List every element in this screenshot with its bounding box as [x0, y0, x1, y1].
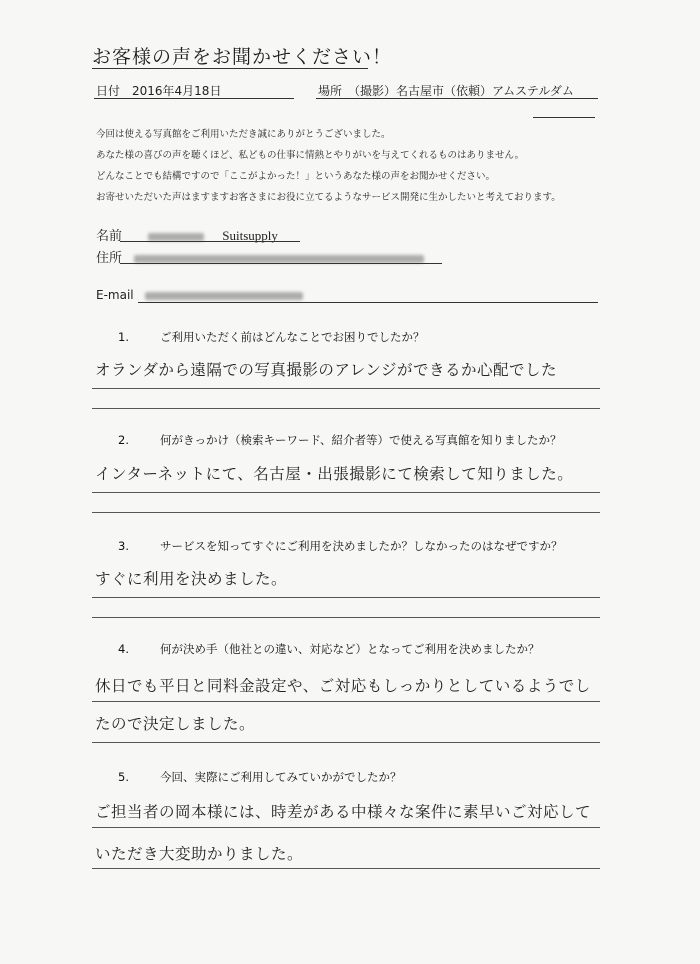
location-underline [316, 98, 598, 99]
question-5: 5. 今回、実際にご利用してみていかがでしたか？ [118, 770, 402, 784]
answer-rule [92, 408, 600, 409]
redacted-name [148, 233, 204, 241]
name-label: 名前 [96, 229, 123, 244]
date-field: 日付 2016年4月18日 [96, 84, 222, 98]
address-label: 住所 [96, 251, 123, 266]
intro-line: お寄せいただいた声はますますお客さまにお役に立てるようなサービス開発に生かしたいと考えております。 [96, 192, 561, 203]
question-2: 2. 何がきっかけ（検索キーワード、紹介者等）で使える写真館を知りましたか？ [118, 433, 562, 447]
redacted-email [145, 292, 303, 300]
answer-5-line-1: ご担当者の岡本様には、時差がある中様々な案件に素早いご対応して [95, 803, 592, 821]
name-underline [120, 241, 300, 242]
answer-rule [92, 827, 600, 828]
question-4: 4. 何が決め手（他社との違い、対応など）となってご利用を決めましたか？ [118, 642, 540, 656]
answer-rule [92, 868, 600, 869]
intro-text [96, 124, 561, 208]
answer-rule [92, 701, 600, 702]
blank-underline [533, 117, 595, 118]
address-underline [120, 263, 442, 264]
date-underline [94, 98, 294, 99]
page-title: お客様の声をお聞かせください！ [92, 46, 393, 68]
question-3: 3. サービスを知ってすぐにご利用を決めましたか？しなかったのはなぜですか？ [118, 539, 563, 553]
answer-rule [92, 617, 600, 618]
answer-5-line-2: いただき大変助かりました。 [95, 845, 304, 863]
title-underline [92, 68, 368, 69]
answer-3-line-1: すぐに利用を決めました。 [95, 570, 288, 588]
intro-line: あなた様の喜びの声を聴くほど、私どもの仕事に情熱とやりがいを与えてくれるものはありません。 [96, 150, 525, 161]
answer-rule [92, 512, 600, 513]
answer-4-line-2: たので決定しました。 [95, 715, 256, 733]
redacted-address [134, 255, 424, 263]
intro-line: どんなことでも結構ですので「ここがよかった！」というあなた様の声をお聞かせください。 [96, 171, 496, 182]
answer-rule [92, 742, 600, 743]
answer-1-line-1: オランダから遠隔での写真撮影のアレンジができるか心配でした [95, 361, 557, 379]
location-field: 場所 （撮影）名古屋市（依頼）アムステルダム [318, 84, 574, 98]
email-field [96, 288, 303, 302]
answer-rule [92, 388, 600, 389]
answer-4-line-1: 休日でも平日と同料金設定や、ご対応もしっかりとしているようでし [95, 677, 591, 695]
email-label: E-mail [96, 288, 134, 302]
answer-rule [92, 492, 600, 493]
email-underline [138, 302, 598, 303]
name-value: Suitsupply [222, 228, 278, 243]
intro-line: 今回は使える写真館をご利用いただき誠にありがとうございました。 [96, 129, 391, 140]
question-1: 1. ご利用いただく前はどんなことでお困りでしたか？ [118, 330, 425, 344]
answer-2-line-1: インターネットにて、名古屋・出張撮影にて検索して知りました。 [95, 465, 574, 483]
answer-rule [92, 597, 600, 598]
